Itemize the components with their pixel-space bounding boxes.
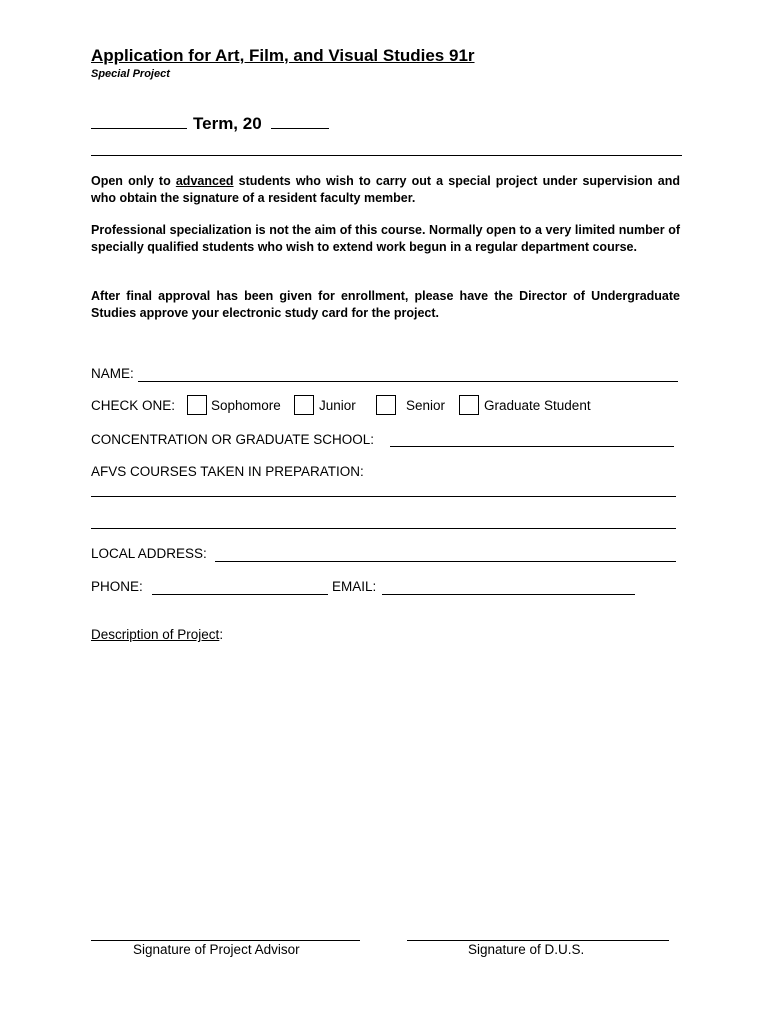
concentration-label: CONCENTRATION OR GRADUATE SCHOOL:	[91, 432, 375, 447]
term-season-blank[interactable]	[91, 128, 187, 129]
sophomore-label: Sophomore	[211, 398, 281, 413]
phone-field[interactable]	[152, 594, 328, 595]
graduate-student-checkbox[interactable]	[459, 395, 479, 415]
courses-field-line-1[interactable]	[91, 496, 676, 497]
term-year-blank[interactable]	[271, 128, 329, 129]
concentration-field[interactable]	[390, 446, 674, 447]
description-area[interactable]	[91, 650, 680, 925]
dus-signature-label: Signature of D.U.S.	[468, 942, 585, 957]
specialization-paragraph: Professional specialization is not the aim of this course. Normally open to a very limited number of specially qualified students who wish to extend work begun in a regular department course.	[91, 223, 680, 254]
local-address-field[interactable]	[215, 561, 676, 562]
email-field[interactable]	[382, 594, 635, 595]
eligibility-paragraph: Open only to advanced students who wish to carry out a special project under supervision and who obtain the signature of a resident faculty member.	[91, 174, 680, 205]
dus-signature-line[interactable]	[407, 940, 669, 941]
email-label: EMAIL:	[332, 579, 377, 594]
courses-label: AFVS COURSES TAKEN IN PREPARATION:	[91, 464, 364, 479]
sophomore-checkbox[interactable]	[187, 395, 207, 415]
description-heading: Description of Project:	[91, 627, 224, 642]
approval-paragraph: After final approval has been given for enrollment, please have the Director of Undergraduate Studies approve your electronic study card for the project.	[91, 289, 680, 320]
advisor-signature-line[interactable]	[91, 940, 360, 941]
junior-label: Junior	[319, 398, 356, 413]
local-address-label: LOCAL ADDRESS:	[91, 546, 207, 561]
advisor-signature-label: Signature of Project Advisor	[133, 942, 300, 957]
term-label: Term, 20	[193, 114, 262, 133]
form-subtitle: Special Project	[91, 68, 170, 80]
senior-label: Senior	[406, 398, 446, 413]
graduate-student-label: Graduate Student	[484, 398, 591, 413]
header-divider	[91, 155, 682, 156]
form-title: Application for Art, Film, and Visual Studies 91r	[91, 46, 475, 65]
phone-label: PHONE:	[91, 579, 143, 594]
advanced-emphasis: advanced	[175, 174, 234, 188]
name-label: NAME:	[91, 366, 134, 381]
name-field[interactable]	[138, 381, 678, 382]
check-one-label: CHECK ONE:	[91, 398, 176, 413]
courses-field-line-2[interactable]	[91, 528, 676, 529]
junior-checkbox[interactable]	[294, 395, 314, 415]
senior-checkbox[interactable]	[376, 395, 396, 415]
